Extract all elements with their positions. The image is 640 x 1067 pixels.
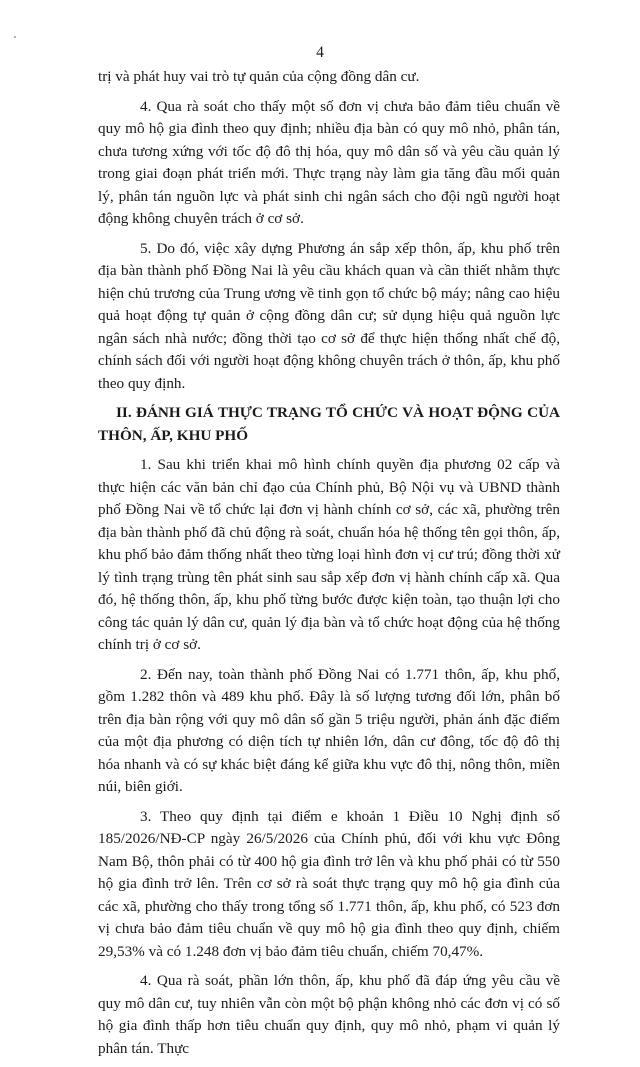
paragraph-item-3: 3. Theo quy định tại điểm e khoản 1 Điều 10 Nghị định số 185/2026/NĐ-CP ngày 26/5/2026 của Chính phủ, đối với khu vực Đông Nam Bộ, thôn phải có từ 400 hộ gia đình trở lên và khu phố phải có từ 550 hộ gia đình trở lên. Trên cơ sở rà soát thực trạng quy mô hộ gia đình của các xã, phường cho thấy trong tổng số 1.771 thôn, ấp, khu phố, có 523 đơn vị chưa bảo đảm tiêu chuẩn về quy mô hộ gia đình theo quy định, chiếm 29,53% và có 1.248 đơn vị bảo đảm tiêu chuẩn, chiếm 70,47%. — [98, 807, 560, 960]
paragraph-item-1: 1. Sau khi triển khai mô hình chính quyền địa phương 02 cấp và thực hiện các văn bản chỉ đạo của Chính phủ, Bộ Nội vụ và UBND thành phố Đồng Nai về tổ chức lại đơn vị hành chính cơ sở, các xã, phường trên địa bàn thành phố đã chủ động rà soát, chuẩn hóa hệ thống tên gọi thôn, ấp, khu phố bảo đảm thống nhất theo từng loại hình đơn vị cư trú; đồng thời xử lý tình trạng trùng tên phát sinh sau sắp xếp đơn vị hành chính cấp xã. Qua đó, hệ thống thôn, ấp, khu phố từng bước được kiện toàn, tạo thuận lợi cho công tác quản lý dân cư, quản lý địa bàn và tổ chức hoạt động của hệ thống chính trị ở cơ sở. — [98, 456, 560, 653]
paragraph-item-5: 5. Do đó, việc xây dựng Phương án sắp xếp thôn, ấp, khu phố trên địa bàn thành phố Đồng Nai là yêu cầu khách quan và cần thiết nhằm thực hiện chủ trương của Trung ương về tinh gọn tổ chức bộ máy; nâng cao hiệu quả hoạt động tự quản ở cộng đồng dân cư; sử dụng hiệu quả nguồn lực ngân sách nhà nước; đồng thời tạo cơ sở để thực hiện thống nhất chế độ, chính sách đối với người hoạt động không chuyên trách ở thôn, ấp, khu phố theo quy định. — [98, 239, 560, 392]
page-number: 4 — [316, 44, 324, 61]
paragraph-item-2: 2. Đến nay, toàn thành phố Đồng Nai có 1.771 thôn, ấp, khu phố, gồm 1.282 thôn và 489 khu phố. Đây là số lượng tương đối lớn, phân bố trên địa bàn rộng với quy mô dân số gần 5 triệu người, phản ánh đặc điểm của một địa phương có diện tích tự nhiên lớn, dân cư đông, tốc độ đô thị hóa nhanh và có sự khác biệt đáng kể giữa khu vực đô thị, nông thôn, miền núi, biên giới. — [98, 665, 560, 795]
paragraph-item-4b: 4. Qua rà soát, phần lớn thôn, ấp, khu phố đã đáp ứng yêu cầu về quy mô dân cư, tuy nhiên vẫn còn một bộ phận không nhỏ các đơn vị có số hộ gia đình thấp hơn tiêu chuẩn quy định, quy mô nhỏ, phạm vi quản lý phân tán. Thực — [98, 972, 560, 1057]
paragraph-item-4: 4. Qua rà soát cho thấy một số đơn vị chưa bảo đảm tiêu chuẩn về quy mô hộ gia đình theo quy định; nhiều địa bàn có quy mô nhỏ, phân tán, chưa tương xứng với tốc độ đô thị hóa, quy mô dân số và yêu cầu quản lý trong giai đoạn phát triển mới. Thực trạng này làm gia tăng đầu mối quản lý, phân tán nguồn lực và phát sinh chi ngân sách cho đội ngũ người hoạt động không chuyên trách ở cơ sở. — [98, 97, 560, 227]
scan-speck — [14, 36, 16, 38]
section-heading: II. ĐÁNH GIÁ THỰC TRẠNG TỔ CHỨC VÀ HOẠT ĐỘNG CỦA THÔN, ẤP, KHU PHỐ — [98, 404, 560, 444]
document-body — [98, 66, 560, 1067]
paragraph-continuation: trị và phát huy vai trò tự quản của cộng đồng dân cư. — [98, 68, 420, 85]
